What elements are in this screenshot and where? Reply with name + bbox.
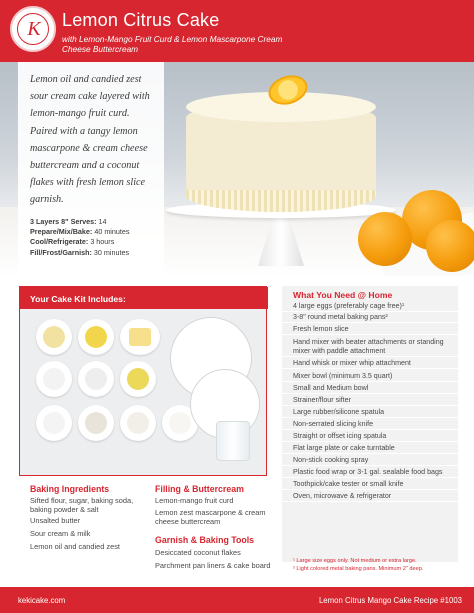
list-item: Mixer bowl (minimum 3.5 quart) [282, 372, 458, 382]
bowl-icon [78, 319, 114, 355]
bowl-icon [120, 361, 156, 397]
bowl-icon [36, 361, 72, 397]
list-item: Non-stick cooking spray [282, 456, 458, 466]
orange [358, 212, 412, 266]
stat-row: Cool/Refrigerate: 3 hours [30, 237, 115, 247]
list-item: Fresh lemon slice [282, 325, 458, 335]
description-panel [18, 62, 164, 276]
website-link[interactable]: kekicake.com [18, 596, 66, 605]
list-item: Hand mixer with beater attachments or standing mixer with paddle attachment [282, 338, 458, 357]
garnish-tools-title: Garnish & Baking Tools [155, 535, 255, 545]
baking-ingredients-title: Baking Ingredients [30, 484, 110, 494]
list-item: Sour cream & milk [30, 529, 91, 538]
kit-photo [20, 309, 266, 475]
bowl-icon [120, 405, 156, 441]
list-item: Strainer/flour sifter [282, 396, 458, 406]
cake-kit-panel [19, 286, 267, 476]
bowl-icon [36, 405, 72, 441]
bowl-icon [78, 361, 114, 397]
page-subtitle: with Lemon-Mango Fruit Curd & Lemon Mascarpone Cream Cheese Buttercream [62, 34, 283, 54]
butter-icon [120, 319, 160, 355]
list-item: Hand whisk or mixer whip attachment [282, 359, 458, 369]
bowl-icon [78, 405, 114, 441]
list-item: 4 large eggs (preferably cage free)¹ [282, 302, 458, 312]
list-item: Flat large plate or cake turntable [282, 444, 458, 454]
list-item: Sifted flour, sugar, baking soda, baking powder & salt [30, 496, 134, 515]
filling-buttercream-title: Filling & Buttercream [155, 484, 244, 494]
list-item: Large rubber/silicone spatula [282, 408, 458, 418]
footnote: ² Light colored metal baking pans. Minimum 2" deep. [293, 566, 424, 572]
footer-band [0, 587, 474, 613]
timing-stats [30, 217, 152, 259]
cake-description: Lemon oil and candied zest sour cream cake layered with lemon-mango fruit curd. Paired with a tangy lemon mascarpone & cream cheese buttercream and a coconut flakes with fresh lemon slice garnish. [30, 74, 150, 206]
bowl-icon [36, 319, 72, 355]
list-item: Lemon oil and candied zest [30, 542, 120, 551]
list-item: Parchment pan liners & cake board [155, 561, 271, 570]
stat-row: Fill/Frost/Garnish: 30 minutes [30, 247, 130, 257]
list-item: Non-serrated slicing knife [282, 420, 458, 430]
stat-row: Prepare/Mix/Bake: 40 minutes [30, 227, 130, 237]
kit-title: Your Cake Kit Includes: [20, 287, 268, 309]
footnote: ¹ Large size eggs only. Not medium or extra large. [293, 558, 417, 564]
list-item: Lemon zest mascarpone & cream cheese buttercream [155, 508, 266, 527]
header-band [0, 0, 474, 62]
page-title: Lemon Citrus Cake [62, 10, 220, 30]
logo-letter: K [27, 18, 41, 40]
list-item: Small and Medium bowl [282, 384, 458, 394]
brand-logo [10, 6, 56, 52]
list-item: Plastic food wrap or 3-1 gal. sealable food bags [282, 468, 458, 478]
list-item: Toothpick/cake tester or small knife [282, 480, 458, 490]
stat-row: 3 Layers 8" Serves: 14 [30, 216, 107, 226]
orange [426, 220, 474, 272]
milk-jar [216, 421, 250, 461]
list-item: Oven, microwave & refrigerator [282, 492, 458, 502]
list-item: Desiccated coconut flakes [155, 548, 241, 557]
list-item: Straight or offset icing spatula [282, 432, 458, 442]
list-item: 3-8" round metal baking pans² [282, 313, 458, 323]
list-item: Lemon-mango fruit curd [155, 496, 234, 505]
recipe-number: Lemon Citrus Mango Cake Recipe #1003 [318, 596, 462, 605]
home-needs-title: What You Need @ Home [293, 290, 393, 300]
list-item: Unsalted butter [30, 516, 81, 525]
